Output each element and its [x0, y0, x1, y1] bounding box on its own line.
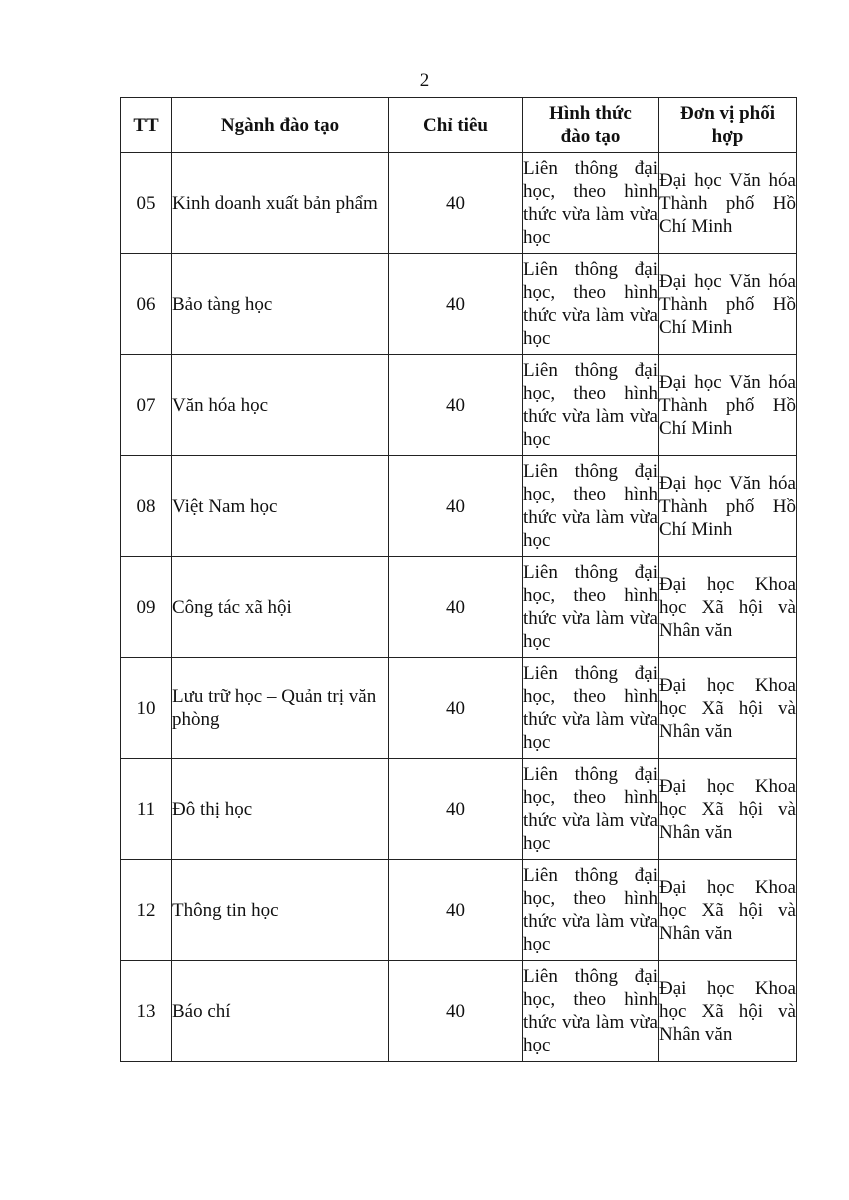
row-number: 08: [121, 456, 172, 557]
partner-unit: Đại học Văn hóa Thành phố Hồ Chí Minh: [659, 254, 797, 355]
partner-unit: Đại học Khoa học Xã hội và Nhân văn: [659, 860, 797, 961]
training-form: Liên thông đại học, theo hình thức vừa làm vừa học: [523, 759, 659, 860]
training-form: Liên thông đại học, theo hình thức vừa làm vừa học: [523, 254, 659, 355]
quota-value: 40: [389, 153, 523, 254]
major-name: Lưu trữ học – Quản trị văn phòng: [172, 658, 389, 759]
header-partner: [659, 98, 797, 153]
major-name: Bảo tàng học: [172, 254, 389, 355]
major-name: Đô thị học: [172, 759, 389, 860]
header-partner-line1: Đơn vị phối: [680, 103, 775, 124]
header-partner-line2: hợp: [711, 126, 744, 147]
partner-unit: Đại học Khoa học Xã hội và Nhân văn: [659, 658, 797, 759]
training-form: Liên thông đại học, theo hình thức vừa làm vừa học: [523, 658, 659, 759]
training-form: Liên thông đại học, theo hình thức vừa làm vừa học: [523, 153, 659, 254]
training-form: Liên thông đại học, theo hình thức vừa làm vừa học: [523, 557, 659, 658]
training-form: Liên thông đại học, theo hình thức vừa làm vừa học: [523, 860, 659, 961]
table-row: [121, 860, 797, 961]
row-number: 07: [121, 355, 172, 456]
table-row: [121, 557, 797, 658]
quota-value: 40: [389, 254, 523, 355]
row-number: 11: [121, 759, 172, 860]
partner-unit: Đại học Văn hóa Thành phố Hồ Chí Minh: [659, 355, 797, 456]
major-name: Thông tin học: [172, 860, 389, 961]
quota-value: 40: [389, 961, 523, 1062]
partner-unit: Đại học Khoa học Xã hội và Nhân văn: [659, 759, 797, 860]
header-form-line2: đào tạo: [560, 126, 621, 147]
header-tt: TT: [121, 98, 172, 153]
partner-unit: Đại học Khoa học Xã hội và Nhân văn: [659, 961, 797, 1062]
quota-value: 40: [389, 456, 523, 557]
header-quota: Chỉ tiêu: [389, 98, 523, 153]
major-name: Báo chí: [172, 961, 389, 1062]
quota-value: 40: [389, 355, 523, 456]
quota-value: 40: [389, 658, 523, 759]
partner-unit: Đại học Văn hóa Thành phố Hồ Chí Minh: [659, 456, 797, 557]
table-row: [121, 254, 797, 355]
table-row: [121, 759, 797, 860]
training-form: Liên thông đại học, theo hình thức vừa làm vừa học: [523, 961, 659, 1062]
table-row: [121, 456, 797, 557]
major-name: Công tác xã hội: [172, 557, 389, 658]
partner-unit: Đại học Văn hóa Thành phố Hồ Chí Minh: [659, 153, 797, 254]
header-form-line1: Hình thức: [549, 103, 632, 124]
major-name: Kinh doanh xuất bản phẩm: [172, 153, 389, 254]
row-number: 12: [121, 860, 172, 961]
training-form: Liên thông đại học, theo hình thức vừa làm vừa học: [523, 355, 659, 456]
quota-value: 40: [389, 860, 523, 961]
row-number: 06: [121, 254, 172, 355]
quota-value: 40: [389, 759, 523, 860]
table-row: [121, 961, 797, 1062]
major-name: Việt Nam học: [172, 456, 389, 557]
row-number: 10: [121, 658, 172, 759]
page-number: 2: [419, 70, 430, 91]
table-row: [121, 153, 797, 254]
header-major: Ngành đào tạo: [172, 98, 389, 153]
table-row: [121, 658, 797, 759]
row-number: 09: [121, 557, 172, 658]
major-name: Văn hóa học: [172, 355, 389, 456]
table-row: [121, 355, 797, 456]
header-form: [523, 98, 659, 153]
row-number: 05: [121, 153, 172, 254]
partner-unit: Đại học Khoa học Xã hội và Nhân văn: [659, 557, 797, 658]
row-number: 13: [121, 961, 172, 1062]
training-form: Liên thông đại học, theo hình thức vừa làm vừa học: [523, 456, 659, 557]
training-program-table: [120, 97, 797, 1062]
table-header-row: [121, 98, 797, 153]
quota-value: 40: [389, 557, 523, 658]
